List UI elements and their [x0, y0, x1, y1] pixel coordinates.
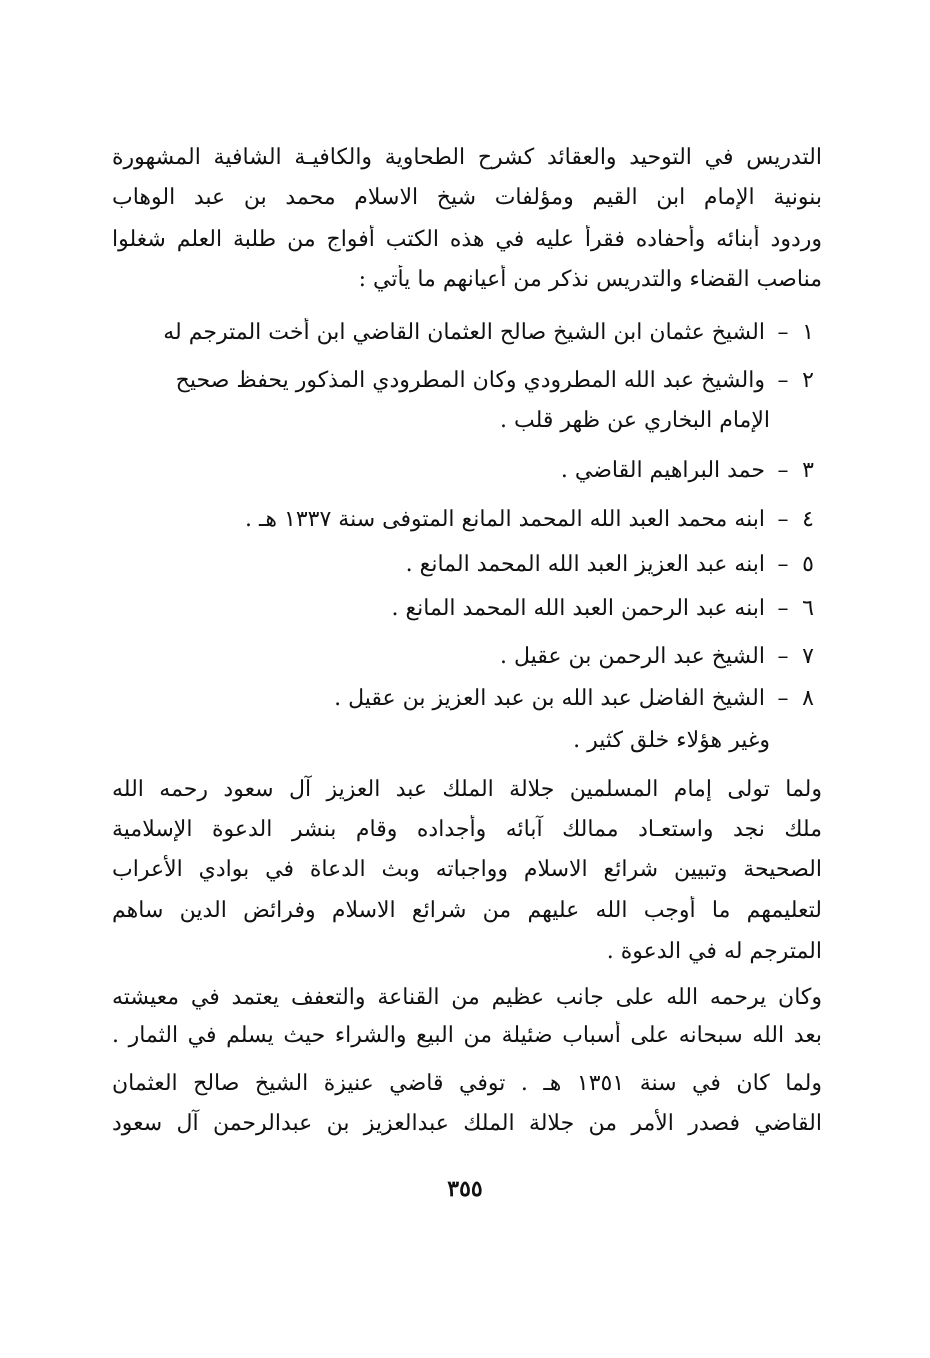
list-item-continuation	[112, 726, 770, 756]
list-item	[112, 642, 822, 672]
list-item-text: ابنه عبد الرحمن العبد الله المحمد المانع .	[391, 596, 765, 621]
paragraph-line: ملك نجد واستعـاد ممالك آبائه وأجداده وقام بنشر الدعوة الإسلامية	[112, 817, 822, 842]
list-item	[112, 318, 822, 348]
paragraph-line: وردود أبنائه وأحفاده فقرأ عليه في هذه الكتب أفواج من طلبة العلم شغلوا	[112, 227, 822, 252]
list-item	[112, 684, 822, 714]
list-dash: –	[777, 320, 789, 345]
list-item-number: ٤	[802, 507, 814, 532]
list-item-text: والشيخ عبد الله المطرودي وكان المطرودي المذكور يحفظ صحيح	[175, 368, 765, 393]
list-dash: –	[777, 507, 789, 532]
paragraph-line: القاضي فصدر الأمر من جلالة الملك عبدالعزيز بن عبدالرحمن آل سعود	[112, 1111, 822, 1136]
list-item-number: ٥	[802, 552, 814, 577]
paragraph-line: مناصب القضاء والتدريس نذكر من أعيانهم ما يأتي :	[358, 267, 822, 292]
list-item	[112, 550, 822, 580]
list-item-number: ٣	[802, 458, 814, 483]
paragraph-line: التدريس في التوحيد والعقائد كشرح الطحاوية والكافيـة الشافية المشهورة	[112, 145, 822, 170]
list-item-text: حمد البراهيم القاضي .	[560, 458, 765, 483]
list-item-text: الشيخ عبد الرحمن بن عقيل .	[500, 644, 765, 669]
list-item-number: ١	[802, 320, 814, 345]
page-number: ٣٥٥	[447, 1176, 483, 1202]
paragraph-line: ولما كان في سنة ١٣٥١ هـ . توفي قاضي عنيزة الشيخ صالح العثمان	[112, 1071, 822, 1096]
paragraph-line: المترجم له في الدعوة .	[606, 939, 822, 964]
list-dash: –	[777, 458, 789, 483]
paragraph-line: ولما تولى إمام المسلمين جلالة الملك عبد العزيز آل سعود رحمه الله	[112, 777, 822, 802]
list-item-number: ٦	[802, 596, 814, 621]
list-item-text: وغير هؤلاء خلق كثير .	[573, 728, 770, 753]
list-item	[112, 505, 822, 535]
list-item-text: ابنه عبد العزيز العبد الله المحمد المانع .	[405, 552, 765, 577]
paragraph-line: بعد الله سبحانه على أسباب ضئيلة من البيع والشراء حيث يسلم في الثمار .	[112, 1023, 822, 1048]
list-dash: –	[777, 552, 789, 577]
list-dash: –	[777, 686, 789, 711]
list-item-number: ٧	[802, 644, 814, 669]
list-item-number: ٢	[802, 368, 814, 393]
list-dash: –	[777, 596, 789, 621]
paragraph-line: وكان يرحمه الله على جانب عظيم من القناعة والتعفف يعتمد في معيشته	[112, 985, 822, 1010]
list-item	[112, 456, 822, 486]
list-item-text: الشيخ عثمان ابن الشيخ صالح العثمان القاضي ابن أخت المترجم له	[163, 320, 765, 345]
list-item-text: الإمام البخاري عن ظهر قلب .	[500, 408, 770, 433]
list-item-continuation	[112, 406, 770, 436]
list-item	[112, 366, 822, 396]
paragraph-line: الصحيحة وتبيين شرائع الاسلام وواجباته وبث الدعاة في بوادي الأعراب	[112, 857, 822, 882]
list-item-text: ابنه محمد العبد الله المحمد المانع المتوفى سنة ١٣٣٧ هـ .	[244, 507, 765, 532]
paragraph-line: لتعليمهم ما أوجب الله عليهم من شرائع الاسلام وفرائض الدين ساهم	[112, 898, 822, 923]
list-dash: –	[777, 368, 789, 393]
list-item	[112, 594, 822, 624]
paragraph-line: بنونية الإمام ابن القيم ومؤلفات شيخ الاسلام محمد بن عبد الوهاب	[112, 185, 822, 210]
list-dash: –	[777, 644, 789, 669]
list-item-number: ٨	[802, 686, 814, 711]
list-item-text: الشيخ الفاضل عبد الله بن عبد العزيز بن عقيل .	[334, 686, 765, 711]
